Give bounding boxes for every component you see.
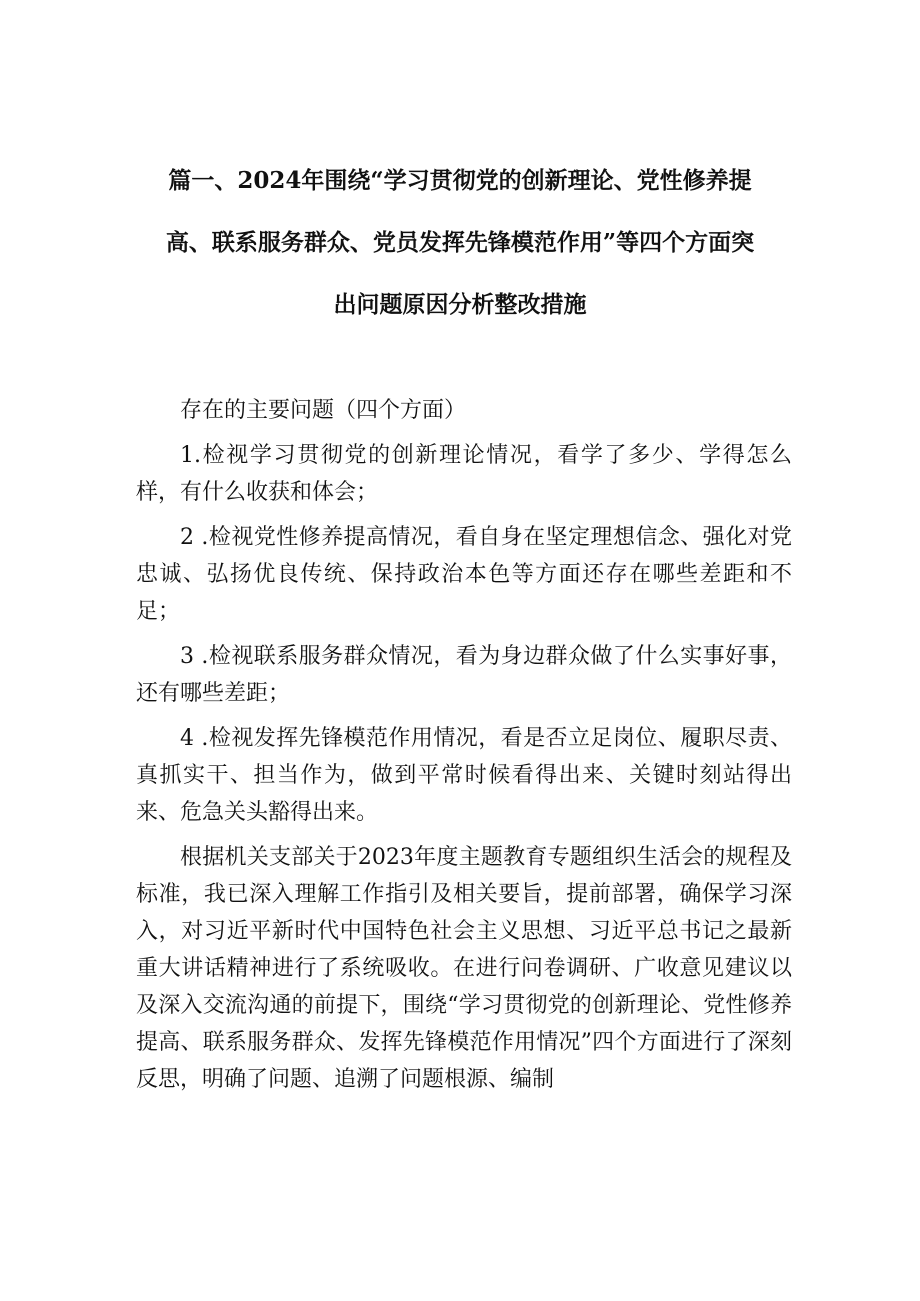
body-paragraph: 根据机关支部关于2023年度主题教育专题组织生活会的规程及标准，我已深入理解工作指引及相关要旨，提前部署，确保学习深入，对习近平新时代中国特色社会主义思想、习近平总书记之最新重大讲话精神进行了系统吸收。在进行问卷调研、广收意见建议以及深入交流沟通的前提下，围绕“学习贯彻党的创新理论、党性修养提高、联系服务群众、发挥先锋模范作用情况”四个方面进行了深刻反思，明确了问题、追溯了问题根源、编制	[136, 845, 792, 1092]
list-item-2: 2 .检视党性修养提高情况，看自身在坚定理想信念、强化对党忠诚、弘扬优良传统、保持政治本色等方面还存在哪些差距和不足；	[136, 525, 792, 624]
title-line-2: 高、联系服务群众、党员发挥先锋模范作用”等四个方面突	[165, 229, 755, 256]
title-line-3: 出问题原因分析整改措施	[333, 291, 587, 318]
section-heading: 存在的主要问题（四个方面）	[180, 398, 467, 423]
list-item-3: 3 .检视联系服务群众情况，看为身边群众做了什么实事好事，还有哪些差距；	[136, 644, 792, 706]
title-line-1: 篇一、2024年围绕“学习贯彻党的创新理论、党性修养提	[168, 167, 752, 194]
list-item-4: 4 .检视发挥先锋模范作用情况，看是否立足岗位、履职尽责、真抓实干、担当作为，做到平常时候看得出来、关键时刻站得出来、危急关头豁得出来。	[136, 726, 792, 825]
list-item-1: 1.检视学习贯彻党的创新理论情况，看学了多少、学得怎么样，有什么收获和体会；	[136, 443, 792, 505]
document-title	[130, 150, 790, 336]
document-body	[136, 392, 792, 1106]
